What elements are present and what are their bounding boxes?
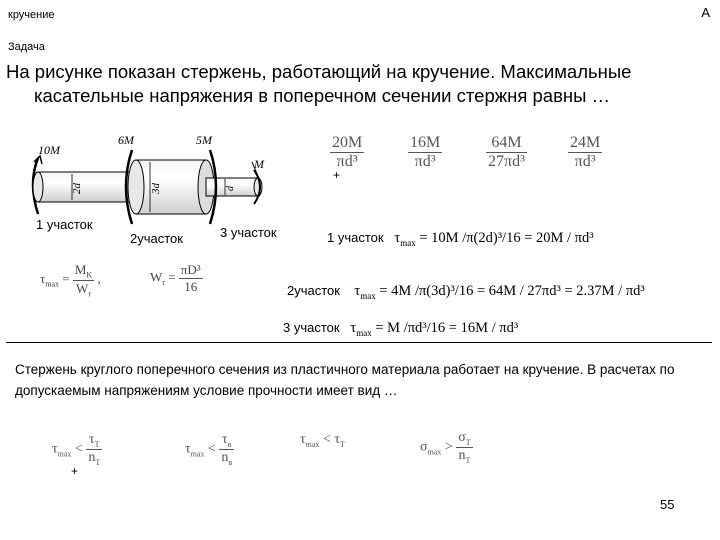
moment-5m-label: 5M xyxy=(196,133,212,147)
strength-option-2[interactable]: $\tau_{max}$ < $\frac{\tau_в}{n_в}$ xyxy=(185,432,233,467)
option-2[interactable]: $\frac{16M}{\text{πd³}}$ xyxy=(410,134,441,170)
polar-modulus-formula: $W_r$ = $\frac{\text{πD³}}{16}$ xyxy=(150,262,201,294)
segment-1 xyxy=(38,172,136,202)
dim-d-label: d xyxy=(225,186,236,191)
question-text xyxy=(6,60,706,108)
option-3[interactable]: $\frac{64M}{\text{27πd³}}$ xyxy=(488,134,525,170)
strength-option-4[interactable]: $\sigma_{max}$ > $\frac{\sigma_T}{n_T}$ xyxy=(420,430,471,465)
section-3-label: 3 участок xyxy=(220,225,277,240)
question-line-2: касательные напряжения в поперечном сечении стержня равны … xyxy=(34,85,611,106)
variant-letter: А xyxy=(701,5,710,20)
shaft-diagram xyxy=(20,128,282,228)
section-1-label: 1 участок xyxy=(36,217,93,232)
strength-option-3[interactable]: $\tau_{max} < \tau_T$ xyxy=(300,432,345,449)
solution-row-1: 1 участок $\tau_{max} = 10M$ /π(2d)³/16 = 20M / πd³ xyxy=(327,230,594,248)
strength-option-1[interactable]: $\tau_{max}$ < $\frac{\tau_T}{n_T}$ xyxy=(52,432,101,467)
page-number: 55 xyxy=(660,497,675,512)
question-2-text: Стержень круглого поперечного сечения из пластичного материала работает на кручение. В расчетах по допускаемым напряжениям условие прочности имеет вид … xyxy=(15,362,675,398)
moment-6m-label: 6M xyxy=(118,133,134,147)
moment-10m-label: 10M xyxy=(38,143,60,157)
solution-row-2: 2участок $\tau_{max} = 4M$ /π(3d)³/16 = 64M / 27πd³ = 2.37M / πd³ xyxy=(287,283,645,301)
dim-2d-label: 2d xyxy=(71,183,83,194)
correct-mark-2: + xyxy=(71,464,79,478)
segment-2 xyxy=(136,160,206,214)
solution-row-3: 3 участок $\tau_{max} = M$ /πd³/16 = 16M / πd³ xyxy=(283,320,519,338)
correct-mark: + xyxy=(333,168,341,182)
dim-3d-label: 3d xyxy=(150,183,162,194)
tau-formula: $\tau_{max}$ = $\frac{M_K}{W_r}$ , xyxy=(40,262,101,299)
task-label: Задача xyxy=(8,41,45,53)
section-2-label: 2участок xyxy=(130,231,183,246)
moment-m-label: M xyxy=(254,157,264,171)
option-4[interactable]: $\frac{24M}{\text{πd³}}$ xyxy=(570,134,601,170)
option-1[interactable]: $\frac{20M}{\text{πd³}}$ xyxy=(332,134,363,170)
topic-label: кручение xyxy=(8,9,55,21)
question-line-1: На рисунке показан стержень, работающий на кручение. Максимальные xyxy=(6,61,632,82)
divider xyxy=(6,342,712,343)
